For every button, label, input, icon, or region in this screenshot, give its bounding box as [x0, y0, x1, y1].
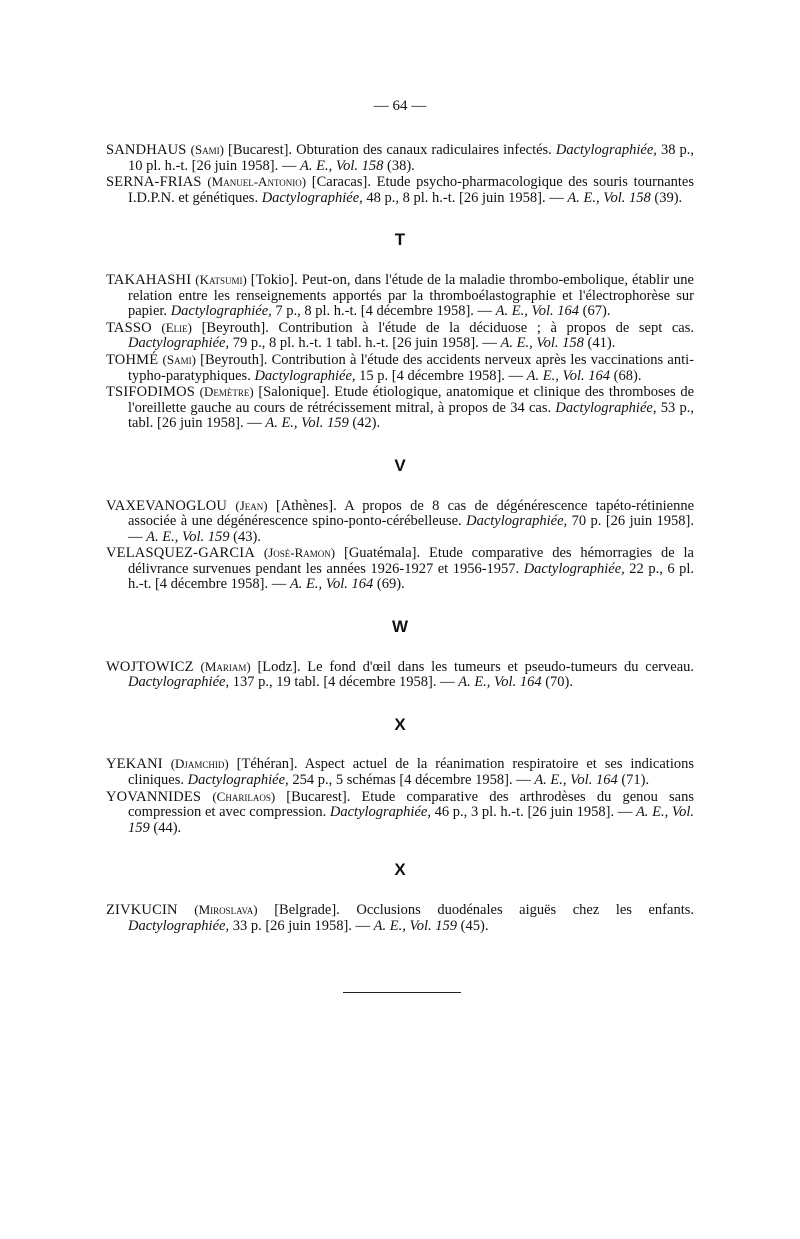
bibliography-entry — [106, 498, 694, 546]
entry-description: [Bucarest]. Etude comparative des arthrodèses du genou sans compression et avec compression. — [128, 788, 694, 821]
page-number: — 64 — — [373, 98, 427, 114]
entry-number: (42). — [348, 415, 381, 432]
bibliography-entry — [106, 902, 694, 934]
entry-reference: A. E., Vol. 159 — [146, 528, 230, 545]
entry-reference: A. E., Vol. 164 — [458, 674, 542, 691]
bibliography-entry — [106, 272, 694, 320]
entry-number: (39). — [650, 189, 683, 206]
entry-details: 254 p., 5 schémas [4 décembre 1958]. — — [288, 772, 535, 789]
author-surname: VELASQUEZ-GARCIA — [106, 545, 255, 562]
author-firstname: (Demètre) — [199, 384, 254, 400]
end-rule — [343, 992, 461, 993]
author-surname: YEKANI — [106, 756, 163, 773]
entry-reference: A. E., Vol. 159 — [373, 917, 458, 934]
entry-details: 15 p. [4 décembre 1958]. — — [355, 367, 527, 384]
author-surname: WOJTOWICZ — [106, 658, 194, 675]
entry-number: (68). — [610, 367, 642, 384]
entry-number: (71). — [617, 772, 650, 789]
author-firstname: (Sami) — [162, 351, 196, 367]
author-firstname: (Katsumi) — [195, 271, 247, 287]
entry-number: (45). — [457, 917, 489, 934]
author-firstname: (Miroslava) — [194, 902, 258, 917]
author-surname: ZIVKUCIN — [106, 902, 178, 918]
author-firstname: (Jean) — [235, 497, 268, 513]
entry-description: [Téhéran]. Aspect actuel de la réanimation respiratoire et ses indications cliniques. — [128, 756, 695, 789]
entry-description: [Guatémala]. Etude comparative des hémorragies de la délivrance survenues pendant les années 1926-1927 et 1956-1957. — [128, 545, 694, 577]
author-firstname: (Manuel-Antonio) — [207, 174, 307, 190]
entry-format: Dactylographiée, — [329, 804, 431, 821]
entry-description: [Salonique]. Etude étiologique, anatomique et clinique des thromboses de l'oreillette gauche au cours de rétrécissement mitral, à propos de 34 cas. — [128, 384, 695, 416]
entry-number: (67). — [579, 303, 611, 320]
entry-number: (43). — [229, 528, 261, 545]
author-surname: TOHMÉ — [106, 351, 159, 368]
bibliography-entry — [106, 756, 694, 788]
author-surname: YOVANNIDES — [106, 788, 202, 805]
entry-description: [Caracas]. Etude psycho-pharmacologique des souris tournantes I.D.P.N. et génétiques. — [128, 174, 694, 206]
section-letter: W — [391, 617, 409, 637]
entry-number: (38). — [383, 157, 415, 174]
entry-number: (69). — [373, 576, 405, 593]
bibliography-entry — [106, 142, 694, 174]
entry-format: Dactylographiée, — [128, 335, 230, 352]
entry-details: 137 p., 19 tabl. [4 décembre 1958]. — — [229, 674, 459, 691]
entry-format: Dactylographiée, — [187, 772, 289, 789]
entry-details: 79 p., 8 pl. h.-t. 1 tabl. h.-t. [26 juin 1958]. — — [229, 335, 501, 352]
entry-format: Dactylographiée, — [254, 367, 356, 384]
entry-number: (44). — [149, 819, 182, 836]
entry-details: 70 p. [26 juin 1958]. — — [128, 513, 694, 545]
entry-reference: A. E., Vol. 158 — [299, 157, 384, 174]
entry-details: 46 p., 3 pl. h.-t. [26 juin 1958]. — — [430, 804, 636, 821]
entry-description: [Bucarest]. Obturation des canaux radiculaires infectés. — [224, 142, 556, 158]
entry-description: [Beyrouth]. Contribution à l'étude des accidents nerveux après les vaccinations anti-typho-paratyphiques. — [128, 351, 694, 384]
entry-reference: A. E., Vol. 164 — [289, 576, 374, 593]
entry-details: 7 p., 8 pl. h.-t. [4 décembre 1958]. — — [271, 303, 496, 320]
section-letter: V — [394, 455, 406, 475]
entry-details: 22 p., 6 pl. h.-t. [4 décembre 1958]. — — [128, 560, 694, 593]
section-letter: X — [394, 860, 406, 880]
author-surname: SANDHAUS — [106, 142, 187, 158]
entry-description: [Belgrade]. Occlusions duodénales aiguës chez les enfants. — [257, 902, 694, 918]
entry-description: [Tokio]. Peut-on, dans l'étude de la maladie thrombo-embolique, établir une relation entre les renseignements apportés par la thromboélastographie et l'électrophorèse sur papier. — [128, 271, 694, 320]
author-surname: TASSO — [106, 319, 152, 336]
entry-number: (70). — [541, 674, 574, 691]
section-letter: T — [394, 230, 406, 250]
author-firstname: (José-Ramon) — [263, 545, 336, 561]
entry-format: Dactylographiée, — [128, 917, 230, 934]
entry-description: [Beyrouth]. Contribution à l'étude de la déciduose ; à propos de sept cas. — [191, 319, 694, 336]
bibliography-entry — [106, 320, 694, 352]
entry-format: Dactylographiée, — [128, 674, 230, 691]
author-surname: TAKAHASHI — [106, 271, 192, 288]
entry-reference: A. E., Vol. 164 — [534, 772, 618, 789]
author-surname: VAXEVANOGLOU — [106, 497, 228, 514]
entry-number: (41). — [583, 335, 616, 352]
entry-reference: A. E., Vol. 158 — [500, 335, 584, 352]
bibliography-entry — [106, 384, 694, 432]
entry-description: [Athènes]. A propos de 8 cas de dégénérescence tapéto-rétinienne associée à une dégénérescence spino-ponto-cérébelleuse. — [128, 497, 694, 530]
bibliography-entry — [106, 789, 694, 837]
entry-format: Dactylographiée, — [523, 560, 625, 577]
entry-reference: A. E., Vol. 158 — [567, 189, 651, 206]
entry-details: 38 p., 10 pl. h.-t. [26 juin 1958]. — — [128, 142, 695, 174]
entry-reference: A. E., Vol. 164 — [495, 303, 580, 320]
entry-reference: A. E., Vol. 164 — [526, 367, 611, 384]
entry-format: Dactylographiée, — [466, 513, 568, 530]
author-firstname: (Charilaos) — [212, 788, 276, 804]
entry-format: Dactylographiée, — [555, 142, 657, 158]
author-firstname: (Djamchid) — [170, 756, 229, 772]
entry-format: Dactylographiée, — [170, 303, 272, 320]
author-surname: SERNA-FRIAS — [106, 174, 202, 191]
entry-format: Dactylographiée, — [555, 399, 657, 416]
bibliography-list — [106, 142, 694, 934]
entry-details: 33 p. [26 juin 1958]. — — [229, 917, 374, 934]
author-firstname: (Sami) — [190, 142, 224, 157]
entry-reference: A. E., Vol. 159 — [265, 415, 349, 432]
entry-description: [Lodz]. Le fond d'œil dans les tumeurs et pseudo-tumeurs du cerveau. — [250, 658, 695, 675]
entry-details: 53 p., tabl. [26 juin 1958]. — — [128, 399, 694, 432]
entry-format: Dactylographiée, — [261, 189, 363, 206]
section-letter: X — [394, 714, 406, 734]
entry-reference: A. E., Vol. 159 — [128, 804, 695, 836]
bibliography-entry — [106, 659, 694, 691]
entry-details: 48 p., 8 pl. h.-t. [26 juin 1958]. — — [362, 189, 568, 206]
bibliography-entry — [106, 545, 694, 593]
author-firstname: (Mariam) — [200, 658, 251, 674]
bibliography-entry — [106, 174, 694, 206]
author-surname: TSIFODIMOS — [106, 384, 196, 401]
author-firstname: (Elie) — [161, 319, 192, 335]
bibliography-entry — [106, 352, 694, 384]
